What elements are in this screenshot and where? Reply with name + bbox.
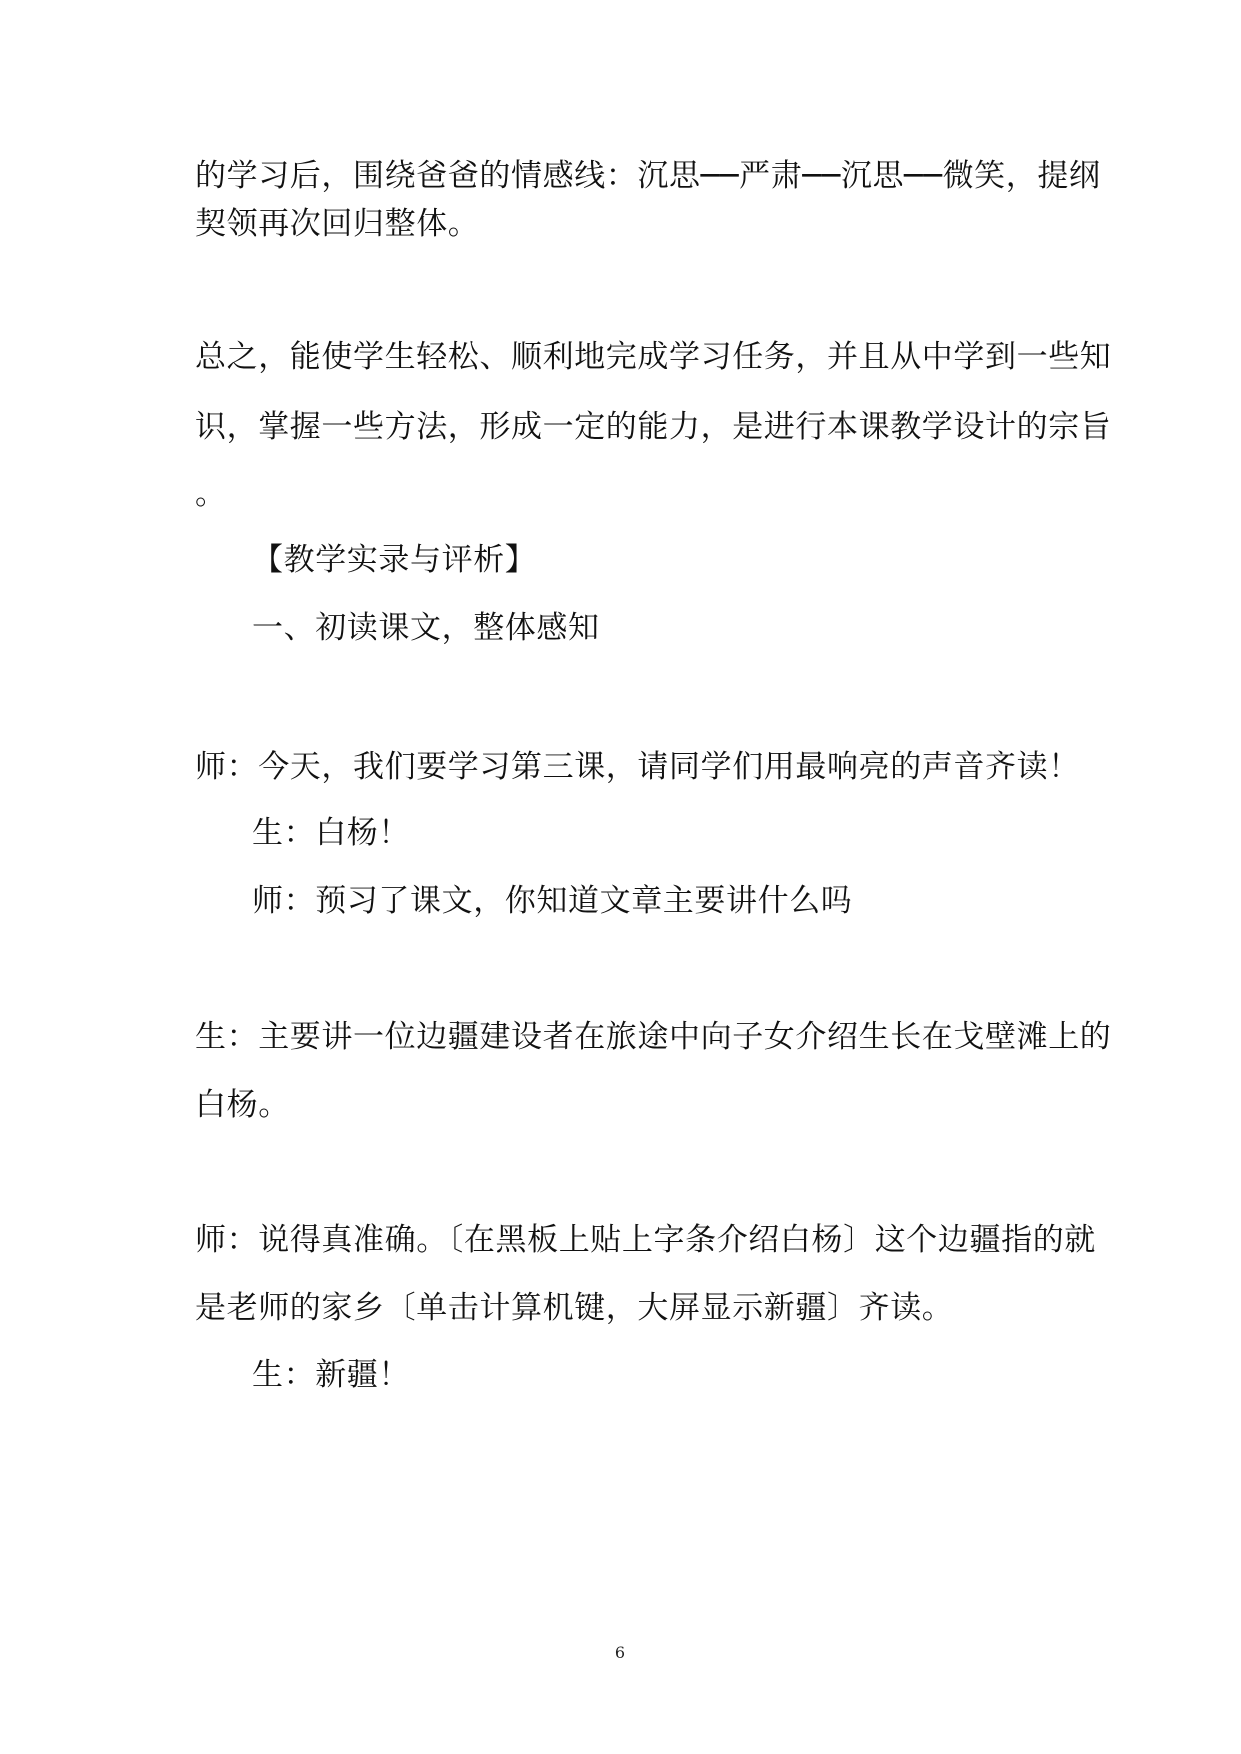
dialogue-line: 师：预习了课文，你知道文章主要讲什么吗 <box>252 883 853 919</box>
dialogue-line: 是老师的家乡〔单击计算机键，大屏显示新疆〕齐读。 <box>195 1290 954 1326</box>
section-heading: 【教学实录与评析】 <box>252 542 537 578</box>
page-number: 6 <box>614 1643 626 1662</box>
dialogue-line: 生：新疆！ <box>252 1357 410 1393</box>
paragraph-line: 。 <box>195 476 227 512</box>
dialogue-line: 生：白杨！ <box>252 815 410 851</box>
paragraph-line: 的学习后，围绕爸爸的情感线：沉思──严肃──沉思──微笑，提纲 <box>195 158 1101 194</box>
paragraph-line: 契领再次回归整体。 <box>195 206 480 242</box>
paragraph-line: 识，掌握一些方法，形成一定的能力，是进行本课教学设计的宗旨 <box>195 409 1112 445</box>
dialogue-line: 白杨。 <box>195 1087 290 1123</box>
dialogue-line: 生：主要讲一位边疆建设者在旅途中向子女介绍生长在戈壁滩上的 <box>195 1019 1112 1055</box>
paragraph-line: 总之，能使学生轻松、顺利地完成学习任务，并且从中学到一些知 <box>195 339 1112 375</box>
dialogue-line: 师：说得真准确。〔在黑板上贴上字条介绍白杨〕这个边疆指的就 <box>195 1222 1096 1258</box>
subsection-heading: 一、初读课文，整体感知 <box>252 610 600 646</box>
dialogue-line: 师：今天，我们要学习第三课，请同学们用最响亮的声音齐读！ <box>195 749 1080 785</box>
